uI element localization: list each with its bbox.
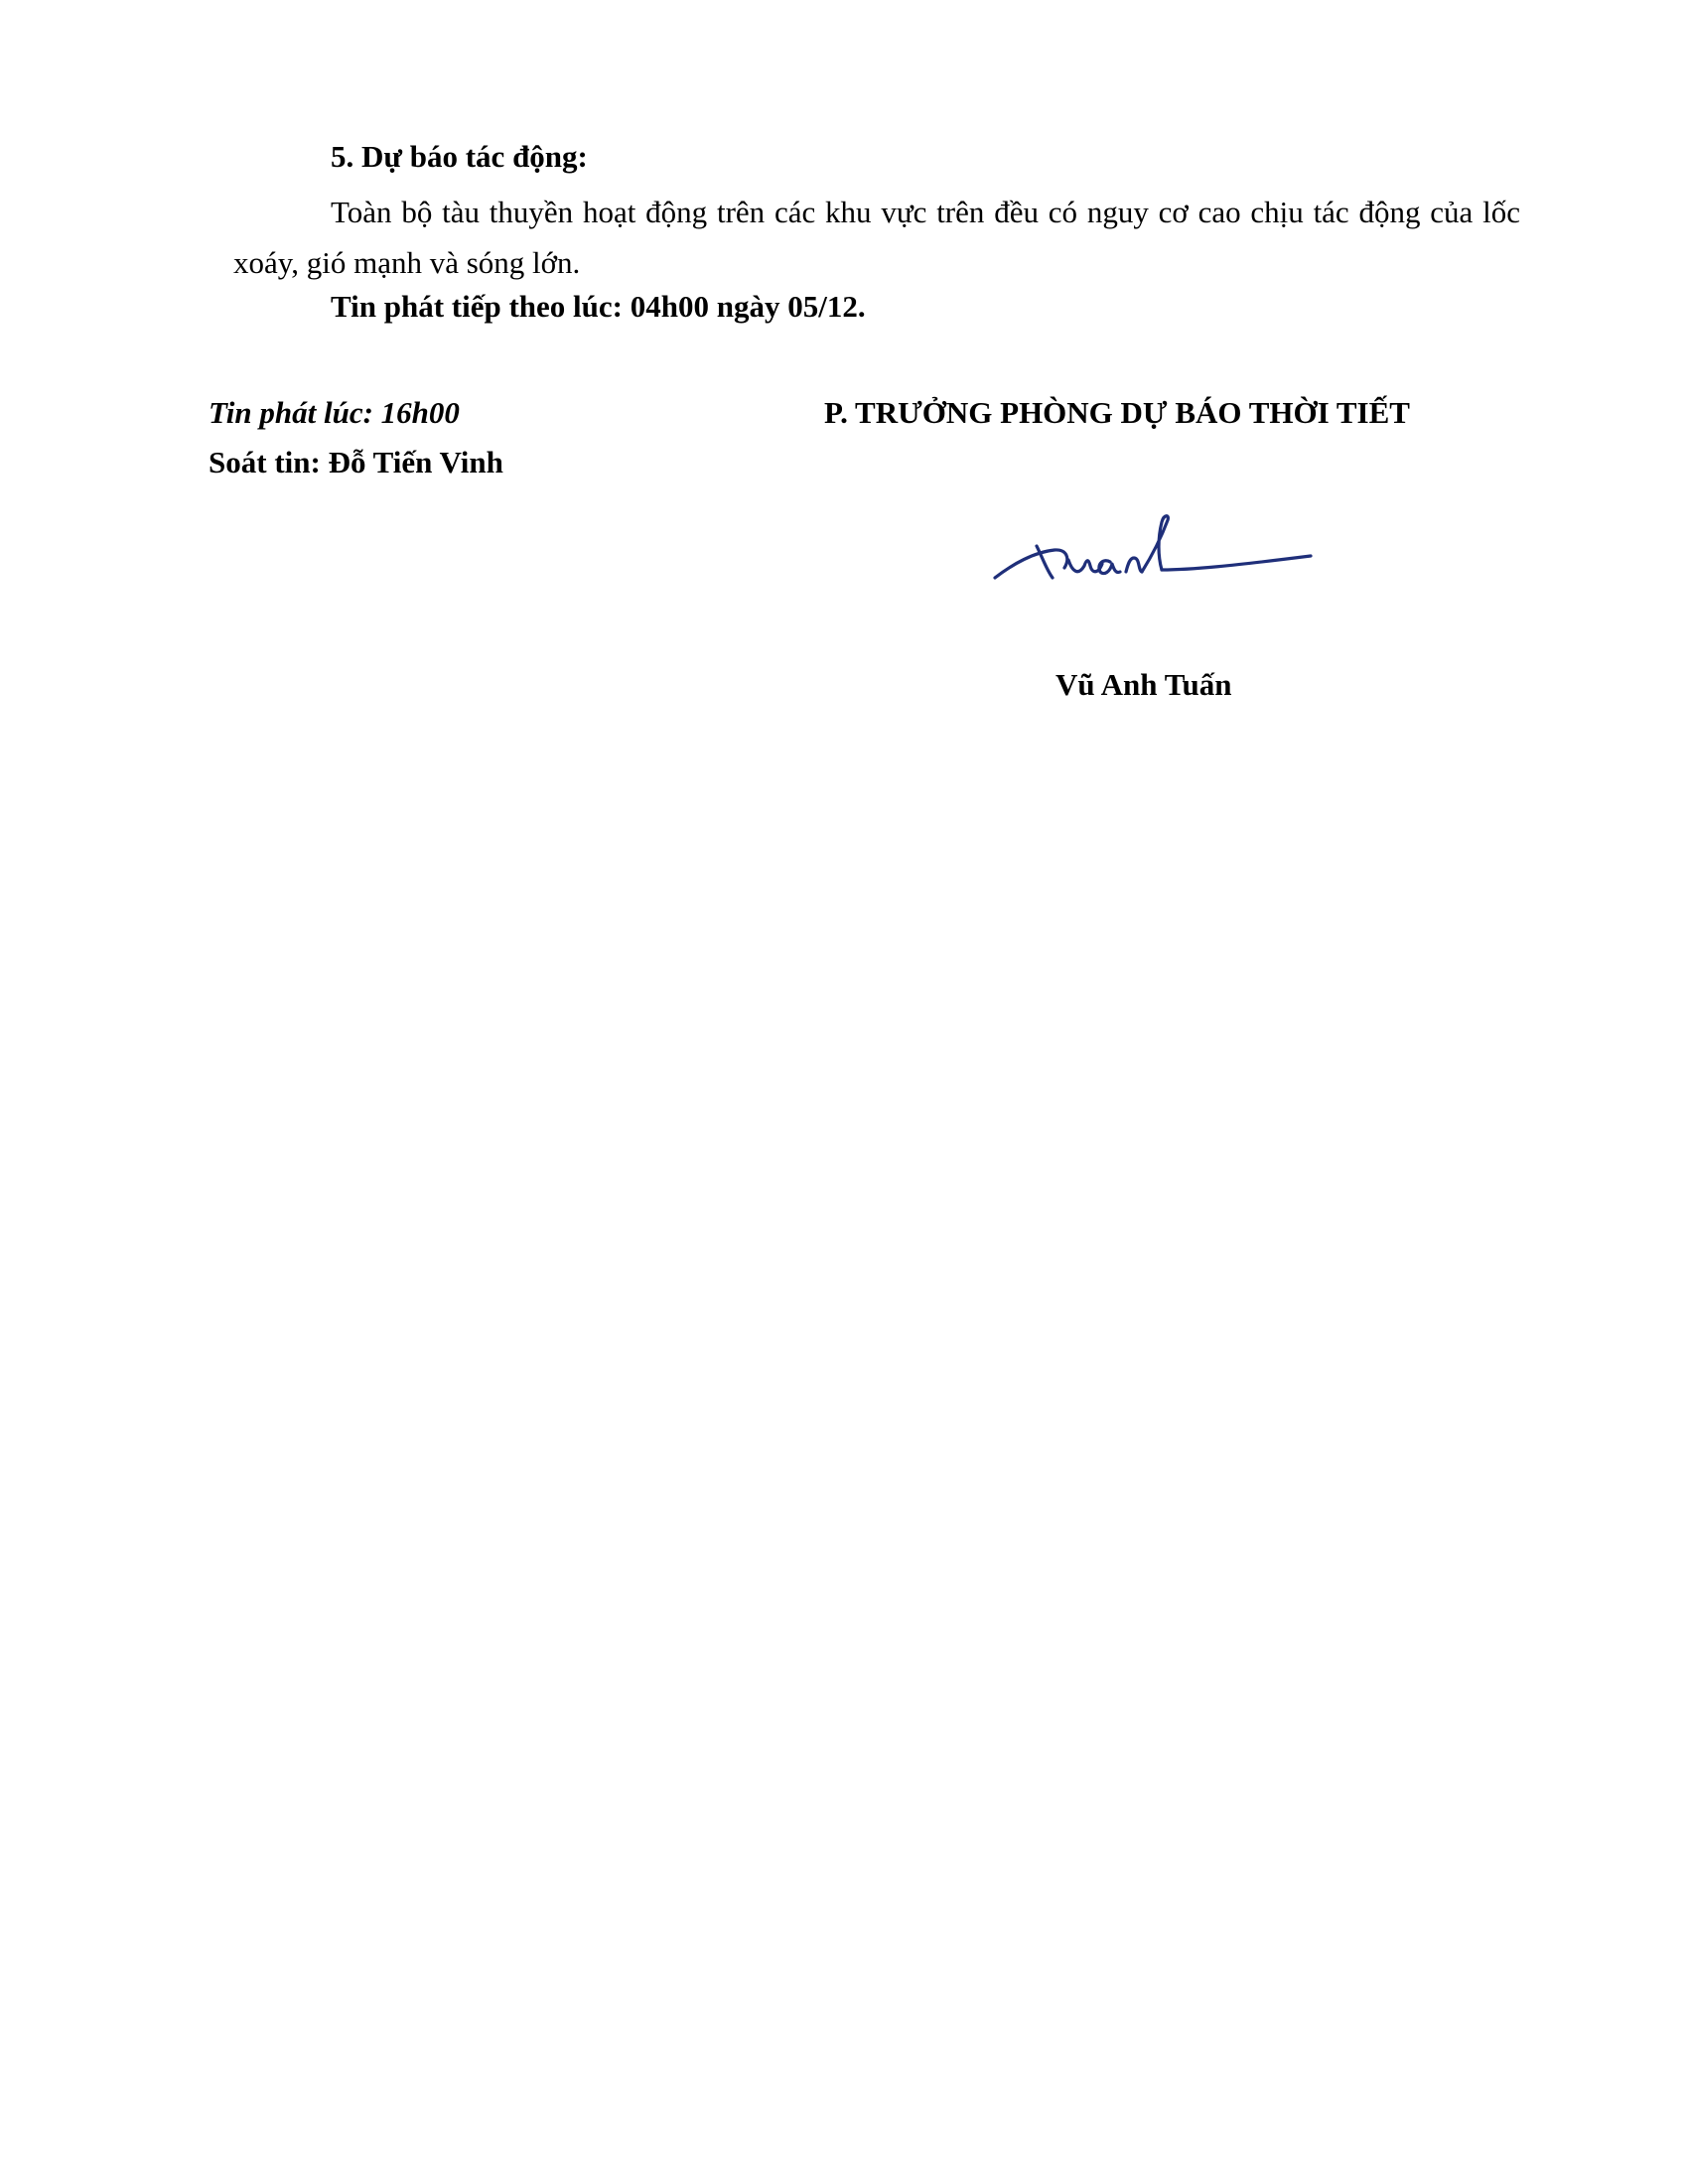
checked-by: Soát tin: Đỗ Tiến Vinh <box>209 445 503 479</box>
signer-name: Vũ Anh Tuấn <box>1055 667 1232 702</box>
signer-title: P. TRƯỞNG PHÒNG DỰ BÁO THỜI TIẾT <box>824 395 1410 430</box>
impact-forecast-paragraph: Toàn bộ tàu thuyền hoạt động trên các khu vực trên đều có nguy cơ cao chịu tác động của lốc xoáy, gió mạnh và sóng lớn. <box>233 195 1520 280</box>
next-bulletin-time: Tin phát tiếp theo lúc: 04h00 ngày 05/12. <box>331 289 866 324</box>
issued-time: Tin phát lúc: 16h00 <box>209 395 460 430</box>
handwritten-signature <box>983 486 1326 606</box>
impact-forecast-heading: 5. Dự báo tác động: <box>331 139 588 174</box>
